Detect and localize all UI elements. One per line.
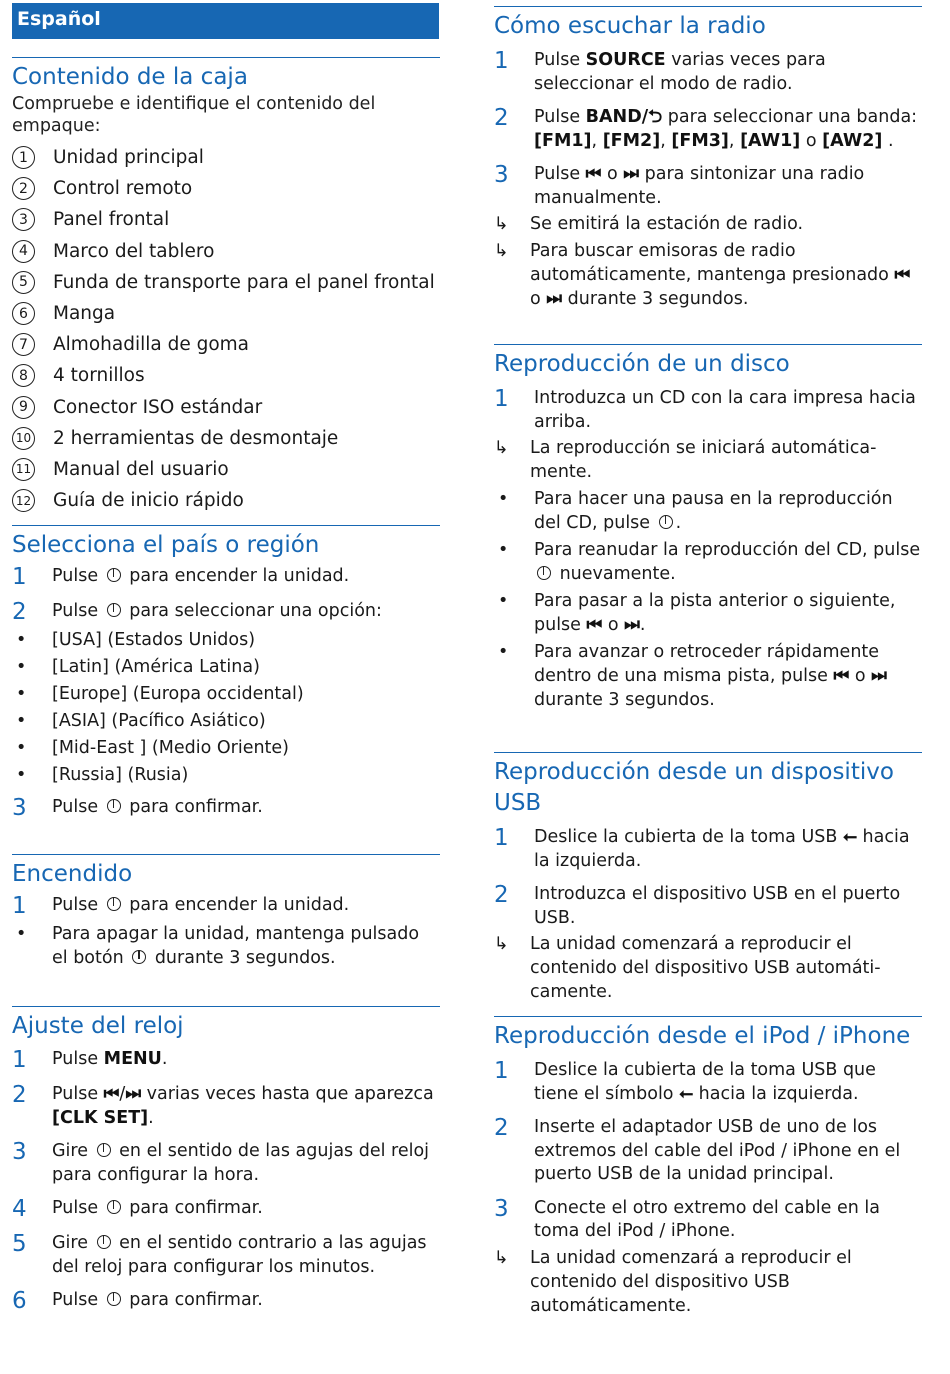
result-note [494,239,922,311]
text: Pulse [52,1198,99,1218]
text: Pulse [52,1290,99,1310]
text: o [607,615,619,635]
option-label: [Russia] (Rusia) [52,765,189,785]
text: nuevamente. [559,564,676,584]
next-icon: ⏭ [624,615,640,635]
usb-icon: ⭠ [679,1083,694,1104]
option-label: [ASIA] (Pacífico Asiático) [52,711,266,731]
arrow-icon: ↳ [494,438,509,458]
text: Gire [52,1233,88,1253]
item-number-badge: 3 [12,208,35,231]
next-icon: ⏭ [871,666,887,686]
item-label: Panel frontal [53,209,170,231]
key-label: SOURCE [585,50,666,70]
text: . [639,615,646,635]
section-radio [494,6,922,314]
step: 2 Pulse ⏮/⏭ varias veces hasta que aparezca [CLK SET]. [12,1083,440,1130]
step-number: 1 [494,1058,509,1084]
text: durante 3 segundos. [154,948,336,968]
option-item [12,655,440,679]
text: . [148,1107,154,1128]
text: para encender la unidad. [129,566,350,586]
result-note [494,436,922,484]
item-label: Unidad principal [53,147,204,169]
options-list [12,628,440,787]
prev-icon: ⏮ [833,666,850,686]
contents-item [12,236,440,267]
contents-item [12,142,440,173]
power-icon [659,515,673,529]
step [12,600,440,625]
text: Para apagar la unidad, mantenga pulsado el botón [52,924,420,968]
text: . [887,130,894,151]
item-label: Conector ISO estándar [53,396,263,418]
step-number: 6 [12,1288,27,1314]
step [494,826,922,873]
power-icon [107,603,121,617]
text: La reproducción se iniciará automática-mente. [530,438,877,482]
power-icon [107,799,121,813]
arrow-icon: ↳ [494,241,509,261]
section-title: Reproducción desde el iPod / iPhone [494,1023,911,1049]
step-number: 1 [494,386,509,412]
section-power [12,854,440,973]
text: hacia la izquierda. [534,827,910,871]
power-icon [107,568,121,582]
text: Para hacer una pausa en la reproducción del CD, pulse [534,489,893,533]
text: para encender la unidad. [129,895,350,915]
step-number: 3 [494,162,509,188]
item-number-badge: 8 [12,364,35,387]
key-label: [FM1] [534,130,592,151]
power-icon [132,950,146,964]
step [494,163,922,210]
bullet: • [498,540,509,560]
section-title: Contenido de la caja [12,64,248,90]
text: para confirmar. [129,1290,263,1310]
text: en el sentido de las agujas del reloj para configurar la hora. [52,1141,430,1185]
bullet: • [16,684,27,704]
text: o [530,289,541,309]
option-label: [Mid-East ] (Medio Oriente) [52,738,290,758]
section-ipod [494,1016,922,1321]
list-item [494,640,922,712]
contents-item [12,173,440,204]
item-label: 2 herramientas de desmontaje [53,427,339,449]
option-label: [USA] (Estados Unidos) [52,630,256,650]
step [12,1140,440,1187]
item-label: 4 tornillos [53,365,145,387]
item-number-badge: 6 [12,302,35,325]
text: para seleccionar una banda: [667,107,918,127]
power-icon [107,1200,121,1214]
bullet: • [16,711,27,731]
contents-item [12,204,440,235]
contents-item [12,329,440,360]
text: Introduzca el dispositivo USB en el puerto USB. [534,884,901,928]
text: La unidad comenzará a reproducir el contenido del dispositivo USB automáticamente. [530,1247,852,1316]
text: Pulse [52,797,99,817]
text: . [675,513,682,533]
option-item [12,736,440,760]
result-note [494,1246,922,1318]
bullet: • [16,924,27,944]
key-label: BAND/ [585,107,649,127]
text: hacia la izquierda. [698,1083,859,1104]
option-label: [Europe] (Europa occidental) [52,684,304,704]
language-banner: Español [12,3,439,39]
option-item [12,709,440,733]
arrow-icon: ↳ [494,214,509,234]
text: Se emitirá la estación de radio. [530,214,804,234]
text: para confirmar. [129,797,263,817]
contents-item [12,267,440,298]
step-number: 1 [12,564,27,590]
power-icon [97,1235,111,1249]
text: varias veces hasta que aparezca [146,1084,434,1104]
step-number: 2 [494,105,509,131]
key-label: [FM2] [602,130,661,151]
back-icon: ⮌ [648,107,663,127]
prev-icon: ⏮ [894,265,911,285]
text: Para pasar a la pista anterior o siguiente, pulse [534,591,896,635]
bullet: • [16,738,27,758]
option-item [12,628,440,652]
contents-item [12,454,440,485]
text: para sintonizar una radio manualmente. [534,164,865,208]
key-label: MENU [103,1049,162,1069]
step [12,894,440,919]
item-label: Almohadilla de goma [53,334,250,356]
text: Pulse [534,50,581,70]
item-number-badge: 7 [12,333,35,356]
section-title: Reproducción de un disco [494,351,790,377]
text: durante 3 segundos. [567,289,749,309]
text: . [161,1049,168,1069]
text: Para reanudar la reproducción del CD, pulse [534,540,921,560]
list-item [494,538,922,586]
bullet: • [16,630,27,650]
text: durante 3 segundos. [534,690,715,710]
step [494,49,922,96]
bullet-list [494,487,922,712]
power-icon [107,897,121,911]
power-icon [107,1292,121,1306]
item-number-badge: 11 [12,458,35,481]
result-note [494,212,922,236]
next-icon: ⏭ [623,164,640,184]
text: Inserte el adaptador USB de uno de los extremos del cable del iPod / iPhone en el puerto USB de la unidad principal. [534,1117,901,1184]
step-number: 1 [12,1047,27,1073]
section-usb [494,752,922,1007]
step: 2 Pulse BAND/⮌ para seleccionar una banda: [FM1], [FM2], [FM3], [AW1] o [AW2] . [494,106,922,153]
power-icon [97,1143,111,1157]
text: Deslice la cubierta de la toma USB que tiene el símbolo [534,1060,876,1104]
contents-item [12,485,440,516]
bullet: • [498,591,509,611]
section-box-contents [12,57,440,516]
step-number: 3 [494,1195,509,1222]
step-number: 2 [494,1115,509,1141]
text: en el sentido contrario a las agujas del reloj para configurar los minutos. [52,1233,427,1277]
step [494,1116,922,1187]
bullet: • [16,657,27,677]
section-title: Selecciona el país o región [12,532,320,558]
step [494,883,922,930]
next-icon: ⏭ [125,1084,142,1104]
section-title: Reproducción desde un dispositivo USB [494,759,894,816]
text: Para buscar emisoras de radio automáticamente, mantenga presionado [530,241,889,285]
key-label: [FM3] [671,130,729,151]
next-icon: ⏭ [546,289,563,309]
text: o [607,164,618,184]
item-number-badge: 4 [12,240,35,263]
text: Pulse [52,566,99,586]
item-number-badge: 2 [12,177,35,200]
text: La unidad comenzará a reproducir el contenido del dispositivo USB automáti-camente. [530,934,881,1002]
section-title: Cómo escuchar la radio [494,13,766,39]
item-number-badge: 1 [12,146,35,169]
text: Pulse [534,164,581,184]
item-label: Manual del usuario [53,458,229,480]
step [12,1197,440,1222]
contents-item [12,423,440,454]
usb-icon: ⭠ [842,827,857,847]
prev-icon: ⏮ [586,615,603,635]
item-number-badge: 9 [12,396,35,419]
step [12,796,440,821]
contents-item [12,360,440,391]
item-number-badge: 12 [12,489,35,512]
text: Pulse [534,107,581,127]
step [12,1232,440,1279]
item-label: Control remoto [53,178,193,200]
text: Introduzca un CD con la cara impresa hacia arriba. [534,388,916,432]
text: o [854,666,866,686]
section-disc [494,344,922,715]
option-item [12,682,440,706]
step-number: 5 [12,1231,27,1257]
text: Pulse [52,895,99,915]
bullet: • [498,642,509,662]
step [494,1059,922,1106]
power-icon [537,566,551,580]
text: para seleccionar una opción: [129,601,382,621]
bullet-list [12,922,440,970]
text: Gire [52,1141,88,1161]
text: Pulse [52,1049,99,1069]
text: varias veces para seleccionar el modo de radio. [534,50,826,94]
prev-icon: ⏮ [103,1084,120,1104]
item-label: Marco del tablero [53,240,215,262]
text: Pulse [52,1084,99,1104]
section-title: Ajuste del reloj [12,1013,184,1039]
option-label: [Latin] (América Latina) [52,657,260,677]
item-label: Guía de inicio rápido [53,490,244,512]
text: o [805,130,817,151]
step [494,387,922,434]
text: Para avanzar o retroceder rápidamente dentro de una misma pista, pulse [534,642,880,686]
key-label: [AW2] [822,130,883,151]
text: Pulse [52,601,99,621]
section-title: Encendido [12,861,133,887]
step-number: 1 [494,48,509,74]
text: Deslice la cubierta de la toma USB [534,827,838,847]
intro-text: Compruebe e identifique el contenido del empaque: [12,94,376,136]
step-number: 3 [12,1139,27,1165]
item-label: Manga [53,303,116,325]
item-number-badge: 5 [12,271,35,294]
item-number-badge: 10 [12,427,35,450]
section-clock [12,1006,440,1324]
option-item [12,763,440,787]
key-label: [AW1] [740,130,801,151]
text: para confirmar. [129,1198,263,1218]
step-number: 3 [12,795,27,821]
arrow-icon: ↳ [494,1247,509,1268]
bullet: • [16,765,27,785]
step [12,1048,440,1073]
contents-list [12,142,440,516]
arrow-icon: ↳ [494,934,509,954]
step-number: 2 [12,599,27,625]
list-item [12,922,440,970]
step [12,565,440,590]
list-item [494,487,922,535]
step-number: 1 [12,893,27,919]
section-country [12,525,440,831]
step-number: 1 [494,825,509,851]
prev-icon: ⏮ [585,164,602,184]
key-label: [CLK SET] [52,1107,149,1128]
step [12,1289,440,1314]
step-number: 2 [12,1082,27,1108]
step-number: 2 [494,882,509,908]
item-label: Funda de transporte para el panel frontal [53,271,435,293]
bullet: • [498,489,509,509]
list-item [494,589,922,637]
text: Conecte el otro extremo del cable en la toma del iPod / iPhone. [534,1197,880,1241]
step-number: 4 [12,1196,27,1222]
contents-item [12,392,440,423]
step [494,1197,922,1244]
result-note [494,932,922,1004]
contents-item [12,298,440,329]
